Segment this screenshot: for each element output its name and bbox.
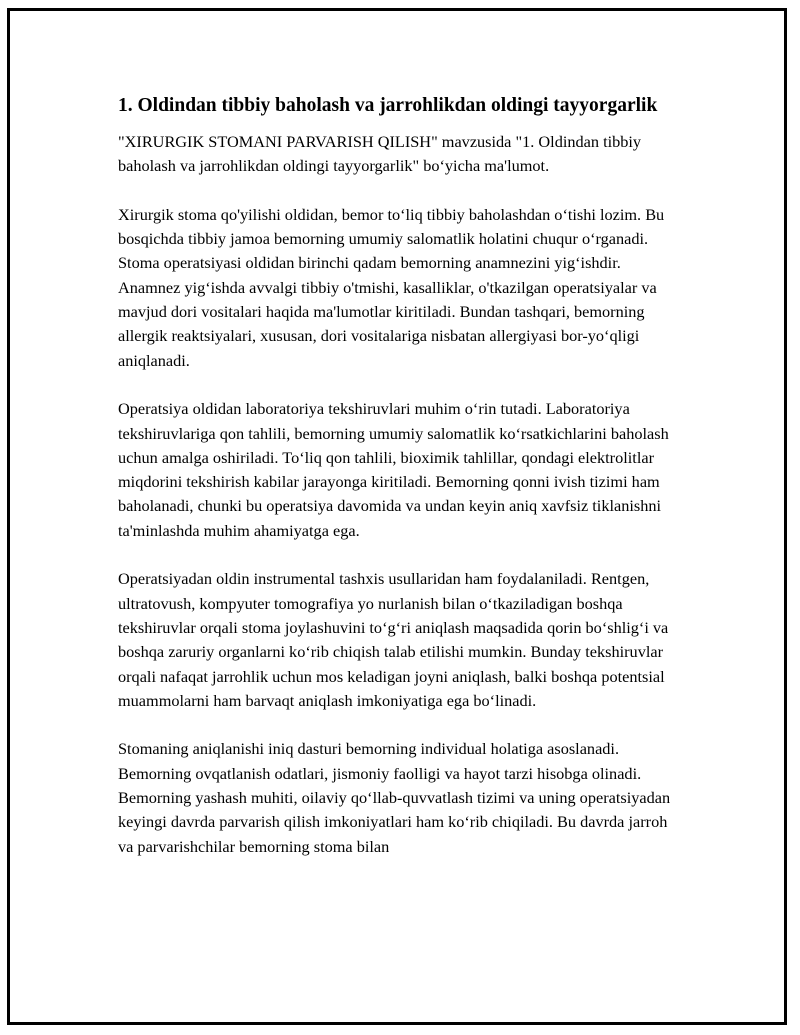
document-body — [118, 92, 686, 883]
intro-paragraph: "XIRURGIK STOMANI PARVARISH QILISH" mavzusida "1. Oldindan tibbiy baholash va jarrohlikdan oldingi tayyorgarlik" bo‘yicha ma'lumot. — [118, 132, 642, 176]
individual-plan-paragraph: Stomaning aniqlanishi iniq dasturi bemorning individual holatiga asoslanadi. Bemorning ovqatlanish odatlari, jismoniy faolligi va hayot tarzi hisobga olinadi. Bemorning yashash muhiti, oilaviy qo‘llab-quvvatlash tizimi va uning operatsiyadan keyingi davrda parvarish qilish imkoniyatlari ham ko‘rib chiqiladi. Bu davrda jarroh va parvarishchilar bemorning stoma bilan — [118, 739, 671, 856]
page-title: 1. Oldindan tibbiy baholash va jarrohlikdan oldingi tayyorgarlik — [118, 95, 658, 116]
medical-history-paragraph: Xirurgik stoma qo'yilishi oldidan, bemor to‘liq tibbiy baholashdan o‘tishi lozim. Bu bosqichda tibbiy jamoa bemorning umumiy salomatlik holatini chuqur o‘rganadi. Stoma operatsiyasi oldidan birinchi qadam bemorning anamnezini yig‘ishdir. Anamnez yig‘ishda avvalgi tibbiy o'tmishi, kasalliklar, o'tkazilgan operatsiyalar va mavjud dori vositalari haqida ma'lumotlar kiritiladi. Bundan tashqari, bemorning allergik reaktsiyalari, xususan, dori vositalariga nisbatan allergiyasi bor-yo‘qligi aniqlanadi. — [118, 204, 665, 370]
instrumental-diagnostics-paragraph: Operatsiyadan oldin instrumental tashxis usullaridan ham foydalaniladi. Rentgen, ultratovush, kompyuter tomografiya yo nurlanish bilan o‘tkaziladigan boshqa tekshiruvlar orqali stoma joylashuvini to‘g‘ri aniqlash maqsadida qorin bo‘shlig‘i va boshqa zaruriy organlarni ko‘rib chiqish talab etilishi mumkin. Bunday tekshiruvlar orqali nafaqat jarrohlik uchun mos keladigan joyni aniqlash, balki boshqa potentsial muammolarni ham barvaqt aniqlash imkoniyatiga ega bo‘linadi. — [118, 569, 669, 710]
laboratory-tests-paragraph: Operatsiya oldidan laboratoriya tekshiruvlari muhim o‘rin tutadi. Laboratoriya tekshiruvlariga qon tahlili, bemorning umumiy salomatlik ko‘rsatkichlarini baholash uchun amalga oshiriladi. To‘liq qon tahlili, bioximik tahlillar, qondagi elektrolitlar miqdorini tekshirish kabilar jarayonga kiritiladi. Bemorning qonni ivish tizimi ham baholanadi, chunki bu operatsiya davomida va undan keyin aniq xavfsiz tiklanishni ta'minlashda muhim ahamiyatga ega. — [118, 399, 669, 540]
